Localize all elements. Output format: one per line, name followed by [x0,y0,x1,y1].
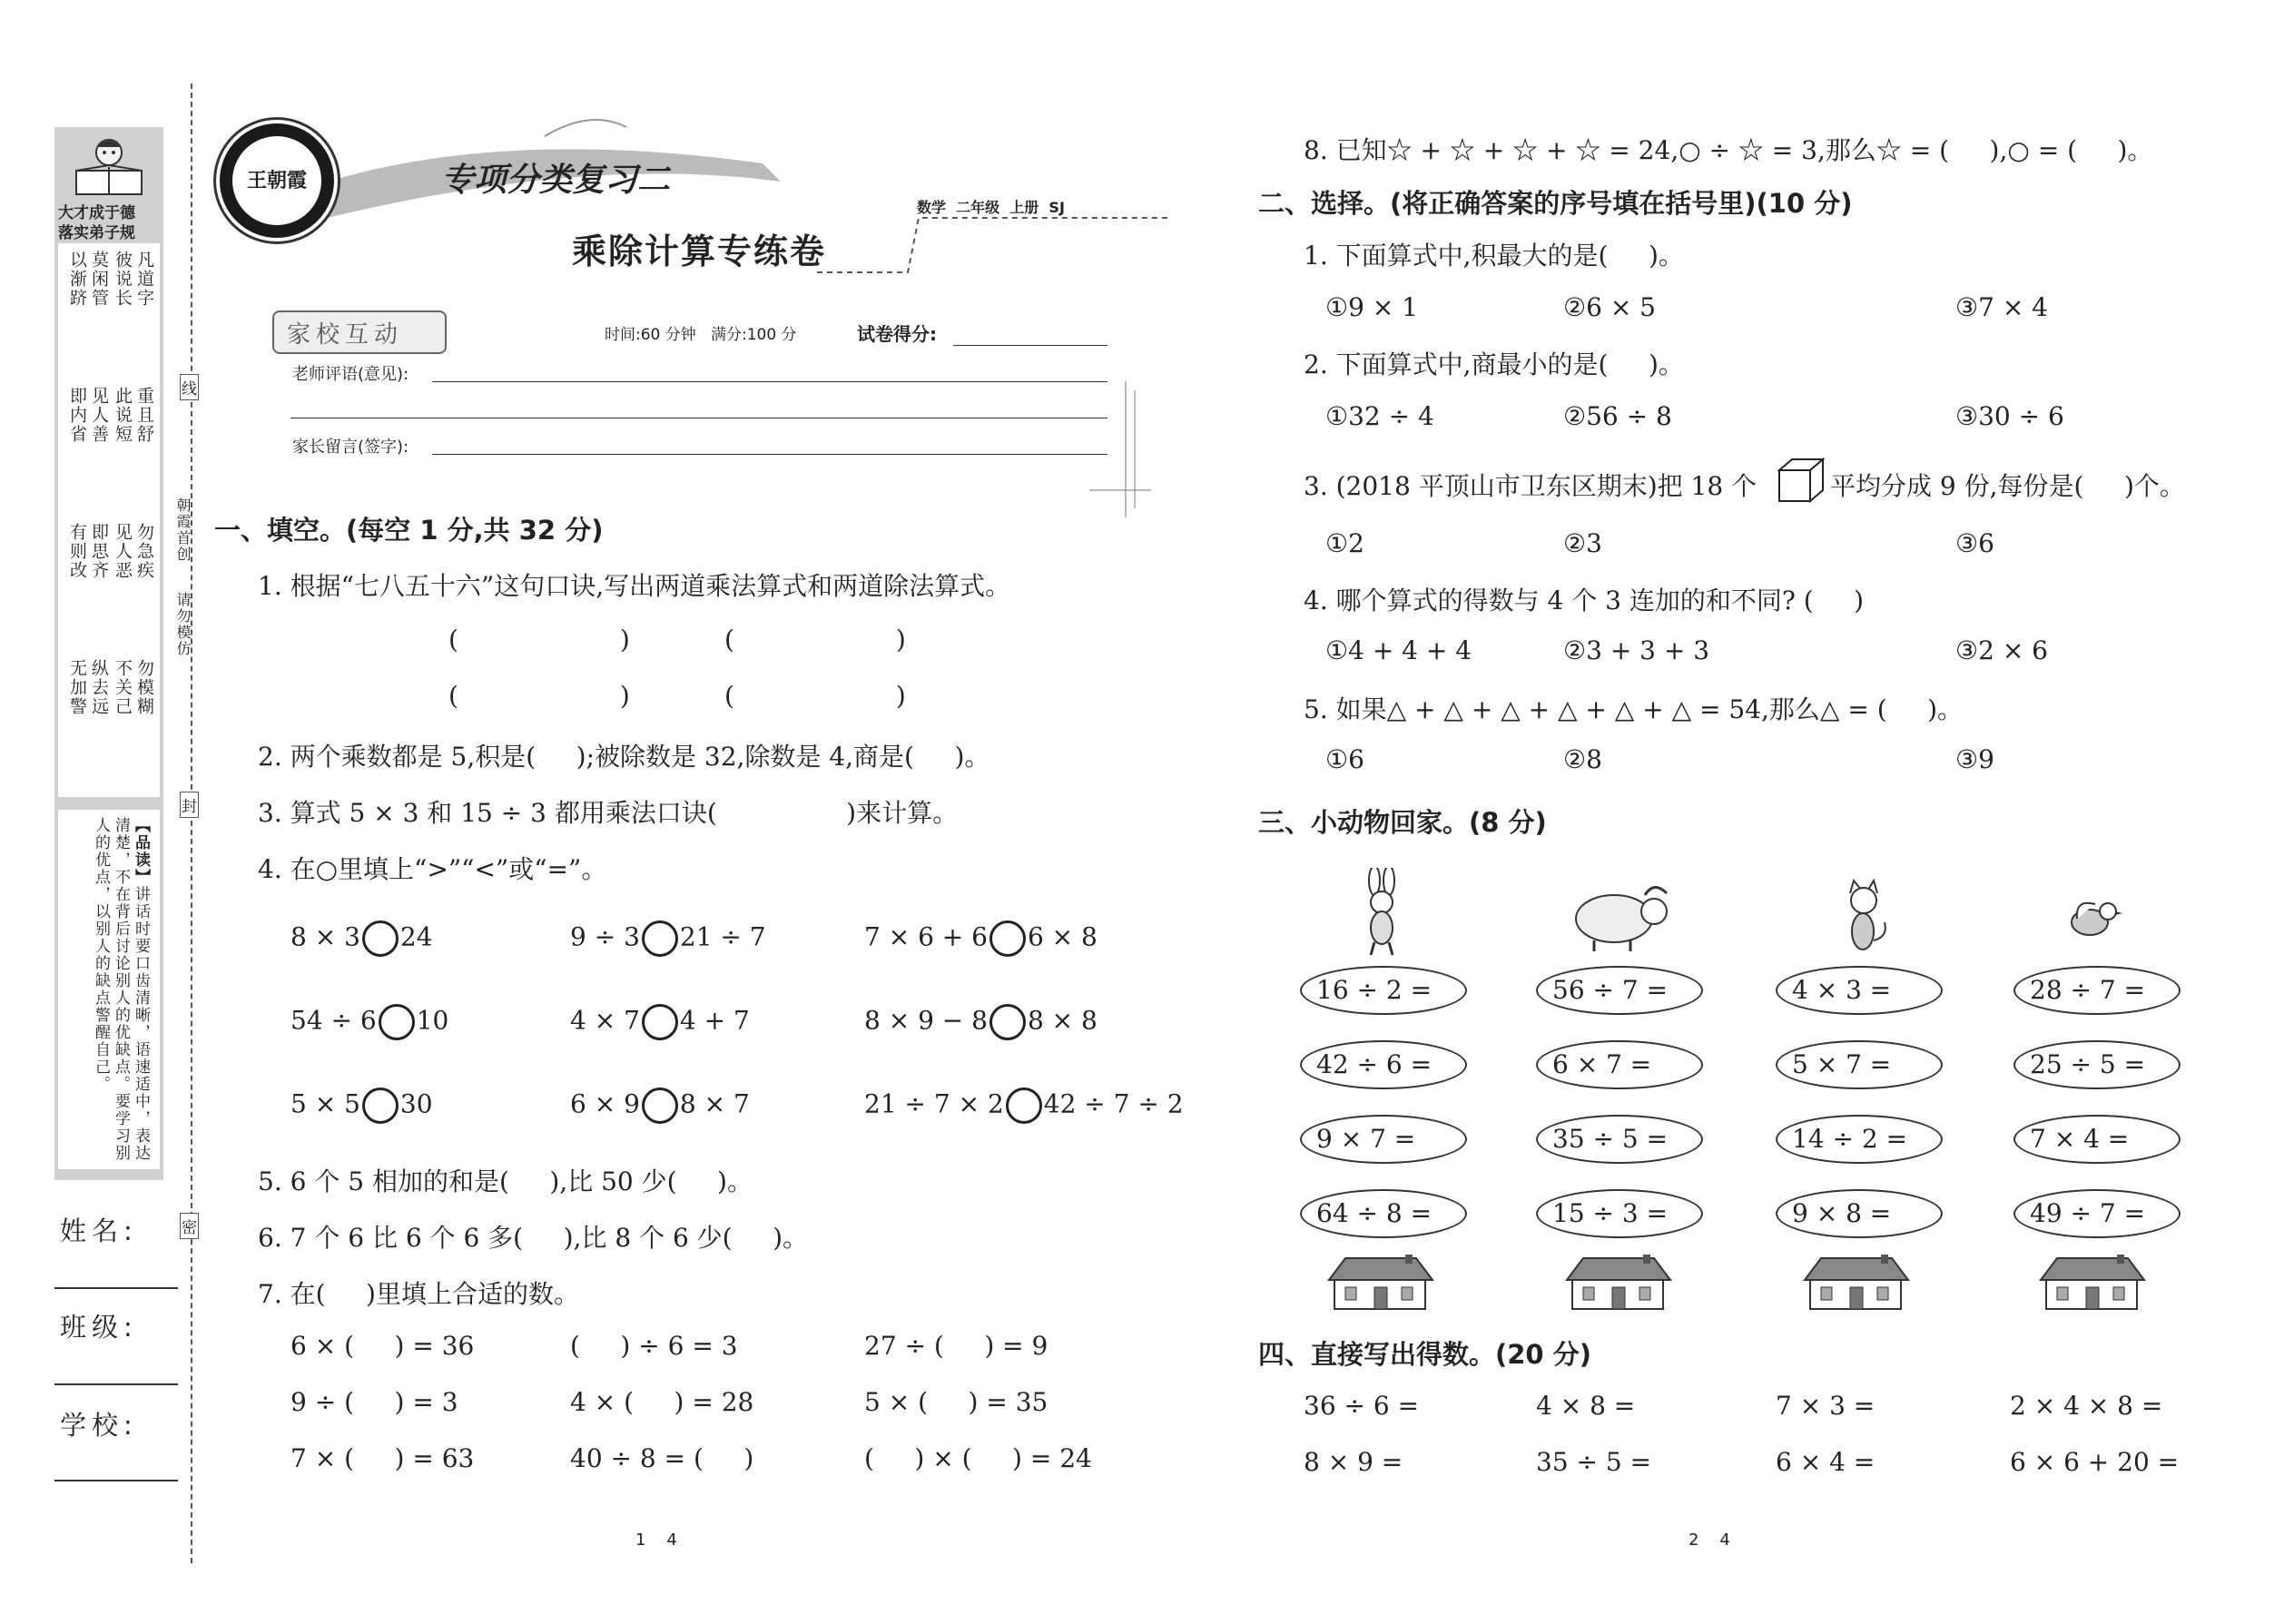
home-school-badge [272,310,447,354]
compare-left: 5 × 5 [290,1088,360,1119]
choice-option[interactable]: ③6 [1955,528,1994,558]
compare-item [864,1088,1184,1124]
class-label: 班级: [60,1312,138,1343]
comment-frame-lines [1071,372,1153,527]
parent-comment-label: 家长留言(签字): [292,438,409,457]
compare-circle[interactable] [379,1004,415,1040]
home-school-label: 家校互动 [287,321,404,349]
subject-meta: 数学 二年级 上册 SJ [917,199,1065,216]
poem-phrase: 重且舒 [134,387,154,444]
choice-option[interactable]: ②6 × 5 [1563,292,1656,322]
binding-cut-line [191,84,192,1563]
q1-blank-3[interactable]: ( ) [448,681,630,711]
direct-item[interactable]: 2 × 4 × 8 = [2010,1391,2163,1421]
fill-item[interactable]: 6 × ( ) = 36 [290,1331,475,1361]
compare-circle[interactable] [362,1088,399,1124]
oval-expression[interactable]: 5 × 7 = [1776,1040,1943,1089]
compare-circle[interactable] [642,920,678,957]
compare-left: 54 ÷ 6 [290,1005,377,1036]
q1-blank-4[interactable]: ( ) [724,681,906,711]
section1-heading: 一、填空。(每空 1 分,共 32 分) [214,515,604,546]
compare-left: 8 × 9 − 8 [864,1005,988,1036]
fill-item[interactable]: 40 ÷ 8 = ( ) [570,1443,754,1473]
poem-phrase: 纵去远 [89,659,109,716]
oval-expression[interactable]: 56 ÷ 7 = [1536,966,1703,1015]
compare-circle[interactable] [362,920,399,957]
compare-right: 30 [399,1088,433,1119]
q8-text: 8. 已知☆ + ☆ + ☆ + ☆ = 24,○ ÷ ☆ = 3,那么☆ = ( ),○ = ( )。 [1304,135,2153,165]
oval-expression[interactable]: 49 ÷ 7 = [2013,1189,2181,1238]
compare-item [290,1004,448,1040]
motto-line-2: 落实弟子规 [58,224,135,242]
compare-circle[interactable] [989,1004,1026,1040]
binding-mark-3: 密 [180,1213,199,1239]
direct-item[interactable]: 8 × 9 = [1304,1447,1403,1477]
compare-left: 8 × 3 [290,921,360,952]
poem-columns [58,251,160,795]
compare-item [570,920,766,957]
brand-logo [216,120,338,241]
name-line[interactable] [54,1287,178,1289]
score-label: 试卷得分: [857,323,937,345]
school-line[interactable] [54,1480,178,1481]
binding-mark-1: 线 [180,374,199,400]
compare-left: 6 × 9 [570,1088,640,1119]
choice-option[interactable]: ③9 [1955,744,1994,774]
choice-option[interactable]: ②56 ÷ 8 [1563,401,1672,431]
section3-heading: 三、小动物回家。(8 分) [1258,807,1547,838]
house-icon[interactable] [1563,1255,1672,1311]
q1-blank-2[interactable]: ( ) [724,625,906,655]
series-title: 专项分类复习二 [441,162,671,199]
q1-blank-1[interactable]: ( ) [448,625,630,655]
poem-phrase: 见人善 [89,387,109,444]
choice-question-4: 4. 哪个算式的得数与 4 个 3 连加的和不同? ( ) [1304,586,1865,615]
compare-right: 8 × 8 [1027,1005,1098,1036]
choice-option[interactable]: ③7 × 4 [1955,292,2048,322]
binding-mark-2: 封 [180,792,199,818]
q6-text: 6. 7 个 6 比 6 个 6 多( ),比 8 个 6 少( )。 [258,1223,809,1253]
fill-item[interactable]: 7 × ( ) = 63 [290,1443,475,1473]
compare-right: 21 ÷ 7 [679,921,766,952]
copyright-note-2: 请勿模仿 [174,592,192,657]
page-number-left: 1 4 [635,1530,677,1550]
poem-phrase: 以渐跻 [67,251,87,308]
section2-heading: 二、选择。(将正确答案的序号填在括号里)(10 分) [1258,188,1853,219]
oval-expression[interactable]: 15 ÷ 3 = [1536,1189,1703,1238]
choice-option[interactable]: ②8 [1563,744,1602,774]
sidebar-motto-box [54,127,163,1180]
compare-right: 8 × 7 [679,1088,750,1119]
oval-expression[interactable]: 7 × 4 = [2013,1115,2181,1164]
section4-heading: 四、直接写出得数。(20 分) [1258,1339,1591,1370]
bird-icon [2059,891,2124,942]
poem-phrase: 勿模糊 [134,659,154,716]
poem-phrase: 此说短 [113,387,133,444]
boy-reading-illustration [64,134,154,200]
choice-option[interactable]: ①32 ÷ 4 [1325,401,1434,431]
poem-phrase: 莫闲管 [89,251,109,308]
cat-icon [1836,877,1890,955]
direct-item[interactable]: 4 × 8 = [1536,1391,1636,1421]
fill-item[interactable]: 27 ÷ ( ) = 9 [864,1331,1049,1361]
direct-item[interactable]: 35 ÷ 5 = [1536,1447,1652,1477]
brand-name: 王朝霞 [246,170,307,192]
choice-option[interactable]: ①9 × 1 [1325,292,1418,322]
choice-option[interactable]: ①2 [1325,528,1364,558]
compare-circle[interactable] [642,1004,678,1040]
choice-question-2: 2. 下面算式中,商最小的是( )。 [1304,349,1684,379]
choice-question-tail: 平均分成 9 份,每份是( )个。 [1830,471,2185,501]
poem-phrase: 凡道字 [134,251,154,308]
compare-circle[interactable] [642,1088,678,1124]
poem-phrase: 不关己 [113,659,133,716]
q2-text: 2. 两个乘数都是 5,积是( );被除数是 32,除数是 4,商是( )。 [258,742,990,772]
oval-expression[interactable]: 14 ÷ 2 = [1776,1115,1943,1164]
compare-left: 4 × 7 [570,1005,640,1036]
fill-item[interactable]: 4 × ( ) = 28 [570,1387,754,1417]
oval-expression[interactable]: 28 ÷ 7 = [2013,966,2181,1015]
house-icon[interactable] [1325,1255,1434,1311]
compare-right: 4 + 7 [679,1005,750,1036]
compare-item [290,920,433,957]
cube-icon [1777,458,1825,505]
direct-item[interactable]: 36 ÷ 6 = [1304,1391,1420,1421]
fill-item[interactable]: ( ) ÷ 6 = 3 [570,1331,738,1361]
house-icon[interactable] [2037,1255,2146,1311]
choice-option[interactable]: ②3 + 3 + 3 [1563,635,1710,665]
oval-expression[interactable]: 6 × 7 = [1536,1040,1703,1089]
choice-option[interactable]: ③2 × 6 [1955,635,2048,665]
reading-note [91,817,151,1162]
poem-phrase: 彼说长 [113,251,133,308]
page-title: 乘除计算专练卷 [572,231,827,271]
choice-option[interactable]: ③30 ÷ 6 [1955,401,2064,431]
sheep-icon [1567,877,1676,953]
page-number-right: 2 4 [1689,1530,1730,1550]
school-label: 学校: [60,1410,138,1441]
oval-expression[interactable]: 42 ÷ 6 = [1300,1040,1467,1089]
oval-expression[interactable]: 4 × 3 = [1776,966,1943,1015]
parent-comment-line[interactable] [432,454,1108,455]
compare-right: 10 [416,1005,449,1036]
compare-left: 9 ÷ 3 [570,921,640,952]
poem-phrase: 无加警 [67,659,87,716]
compare-right: 6 × 8 [1027,921,1098,952]
motto-line-1: 大才成于德 [58,204,135,222]
choice-option[interactable]: ①6 [1325,744,1364,774]
poem-phrase: 勿急疾 [134,523,154,580]
fill-item[interactable]: 9 ÷ ( ) = 3 [290,1387,458,1417]
direct-item[interactable]: 6 × 4 = [1776,1447,1876,1477]
compare-item [570,1088,750,1124]
oval-expression[interactable]: 25 ÷ 5 = [2013,1040,2181,1089]
choice-option[interactable]: ②3 [1563,528,1602,558]
oval-expression[interactable]: 9 × 7 = [1300,1115,1467,1164]
q5-text: 5. 6 个 5 相加的和是( ),比 50 少( )。 [258,1166,753,1196]
name-label: 姓名: [60,1216,138,1246]
compare-right: 24 [399,921,433,952]
direct-item[interactable]: 7 × 3 = [1776,1391,1876,1421]
rabbit-icon [1353,868,1411,959]
copyright-note-1: 朝霞首创 [174,497,192,563]
q3-text: 3. 算式 5 × 3 和 15 ÷ 3 都用乘法口诀( )来计算。 [258,798,959,828]
compare-item [864,1004,1098,1040]
compare-item [290,1088,433,1124]
poem-phrase: 有则改 [67,523,87,580]
compare-item [864,920,1098,957]
compare-circle[interactable] [989,920,1026,957]
reading-text: 讲话时要口齿清晰，语速适中，表达清楚，不在背后讨论别人的优缺点。要学习别人的优点，以别人的缺点警醒自己。 [92,817,150,1162]
choice-question-1: 1. 下面算式中,积最大的是( )。 [1304,241,1684,271]
poem-phrase: 即内省 [67,387,87,444]
header-dashed-frame [817,209,1180,290]
choice-option[interactable]: ①4 + 4 + 4 [1325,635,1472,665]
compare-right: 42 ÷ 7 ÷ 2 [1043,1088,1184,1119]
q7-text: 7. 在( )里填上合适的数。 [258,1279,579,1309]
fill-item[interactable]: 5 × ( ) = 35 [864,1387,1049,1417]
oval-expression[interactable]: 64 ÷ 8 = [1300,1189,1467,1238]
poem-phrase: 即思齐 [89,523,109,580]
score-line[interactable] [953,345,1108,346]
oval-expression[interactable]: 35 ÷ 5 = [1536,1115,1703,1164]
fill-item[interactable]: ( ) × ( ) = 24 [864,1443,1092,1473]
reading-label: 【品读】 [132,817,150,886]
direct-item[interactable]: 6 × 6 + 20 = [2010,1447,2180,1477]
compare-left: 7 × 6 + 6 [864,921,988,952]
q1-text: 1. 根据“七八五十六”这句口诀,写出两道乘法算式和两道除法算式。 [258,571,1011,601]
teacher-comment-line-1[interactable] [432,381,1108,382]
compare-left: 21 ÷ 7 × 2 [864,1088,1004,1119]
compare-circle[interactable] [1006,1088,1042,1124]
choice-question-5: 5. 如果△ + △ + △ + △ + △ + △ = 54,那么△ = ( )。 [1304,694,1964,724]
time-info: 时间:60 分钟 满分:100 分 [605,326,797,344]
oval-expression[interactable]: 9 × 8 = [1776,1189,1943,1238]
choice-question-3: 3. (2018 平顶山市卫东区期末)把 18 个 [1304,471,1757,501]
oval-expression[interactable]: 16 ÷ 2 = [1300,966,1467,1015]
compare-item [570,1004,750,1040]
teacher-comment-label: 老师评语(意见): [292,365,409,384]
q4-text: 4. 在○里填上“>”“<”或“=”。 [258,854,607,884]
class-line[interactable] [54,1383,178,1385]
poem-phrase: 见人恶 [113,523,133,580]
house-icon[interactable] [1801,1255,1910,1311]
